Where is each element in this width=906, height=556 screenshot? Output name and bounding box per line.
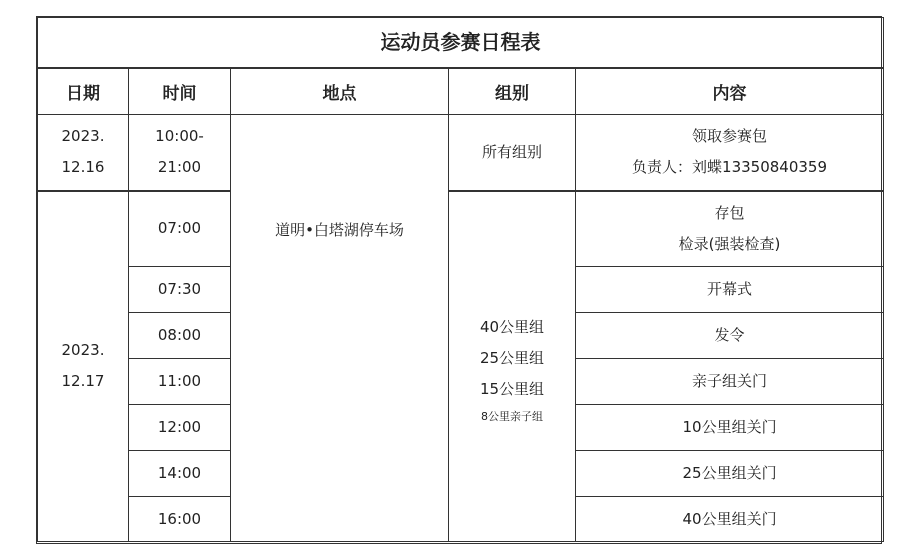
group-line: 40公里组 [479,317,545,336]
content-line: 负责人：刘蝶13350840359 [632,158,828,177]
content-cell: 亲子组关门 [576,359,884,405]
schedule-table [37,17,884,542]
date-line: 12.17 [61,372,105,391]
date-line: 12.16 [61,158,105,177]
date-cell-day2 [38,191,129,542]
schedule-sheet [36,16,882,544]
time-cell: 07:00 [129,191,231,267]
content-cell: 10公里组关门 [576,405,884,451]
header-row [38,68,884,115]
content-cell: 25公里组关门 [576,451,884,497]
content-line: 领取参赛包 [692,127,768,146]
header-date: 日期 [38,68,129,115]
content-cell: 40公里组关门 [576,497,884,542]
time-cell-day1 [129,115,231,191]
content-cell [576,191,884,267]
group-line: 8公里亲子组 [481,409,543,423]
time-cell: 07:30 [129,267,231,313]
date-cell-day1 [38,115,129,191]
time-cell: 08:00 [129,313,231,359]
table-row [38,115,884,191]
time-cell: 14:00 [129,451,231,497]
time-line: 21:00 [157,158,202,177]
location-cell: 道明•白塔湖停车场 [231,115,449,542]
header-group: 组别 [449,68,576,115]
header-location: 地点 [231,68,449,115]
group-cell-day2 [449,191,576,542]
time-cell: 12:00 [129,405,231,451]
table-row [38,191,884,267]
header-time: 时间 [129,68,231,115]
group-cell-day1: 所有组别 [449,115,576,191]
content-cell-day1 [576,115,884,191]
content-cell: 开幕式 [576,267,884,313]
table-title: 运动员参赛日程表 [38,18,884,69]
content-cell: 发令 [576,313,884,359]
content-line: 检录(强装检查) [678,234,781,253]
date-line: 2023. [61,127,105,146]
time-cell: 11:00 [129,359,231,405]
time-cell: 16:00 [129,497,231,542]
header-content: 内容 [576,68,884,115]
content-line: 存包 [714,203,745,222]
group-line: 25公里组 [479,348,545,367]
date-line: 2023. [61,341,105,360]
group-line: 15公里组 [479,379,545,398]
time-line: 10:00- [155,127,204,146]
